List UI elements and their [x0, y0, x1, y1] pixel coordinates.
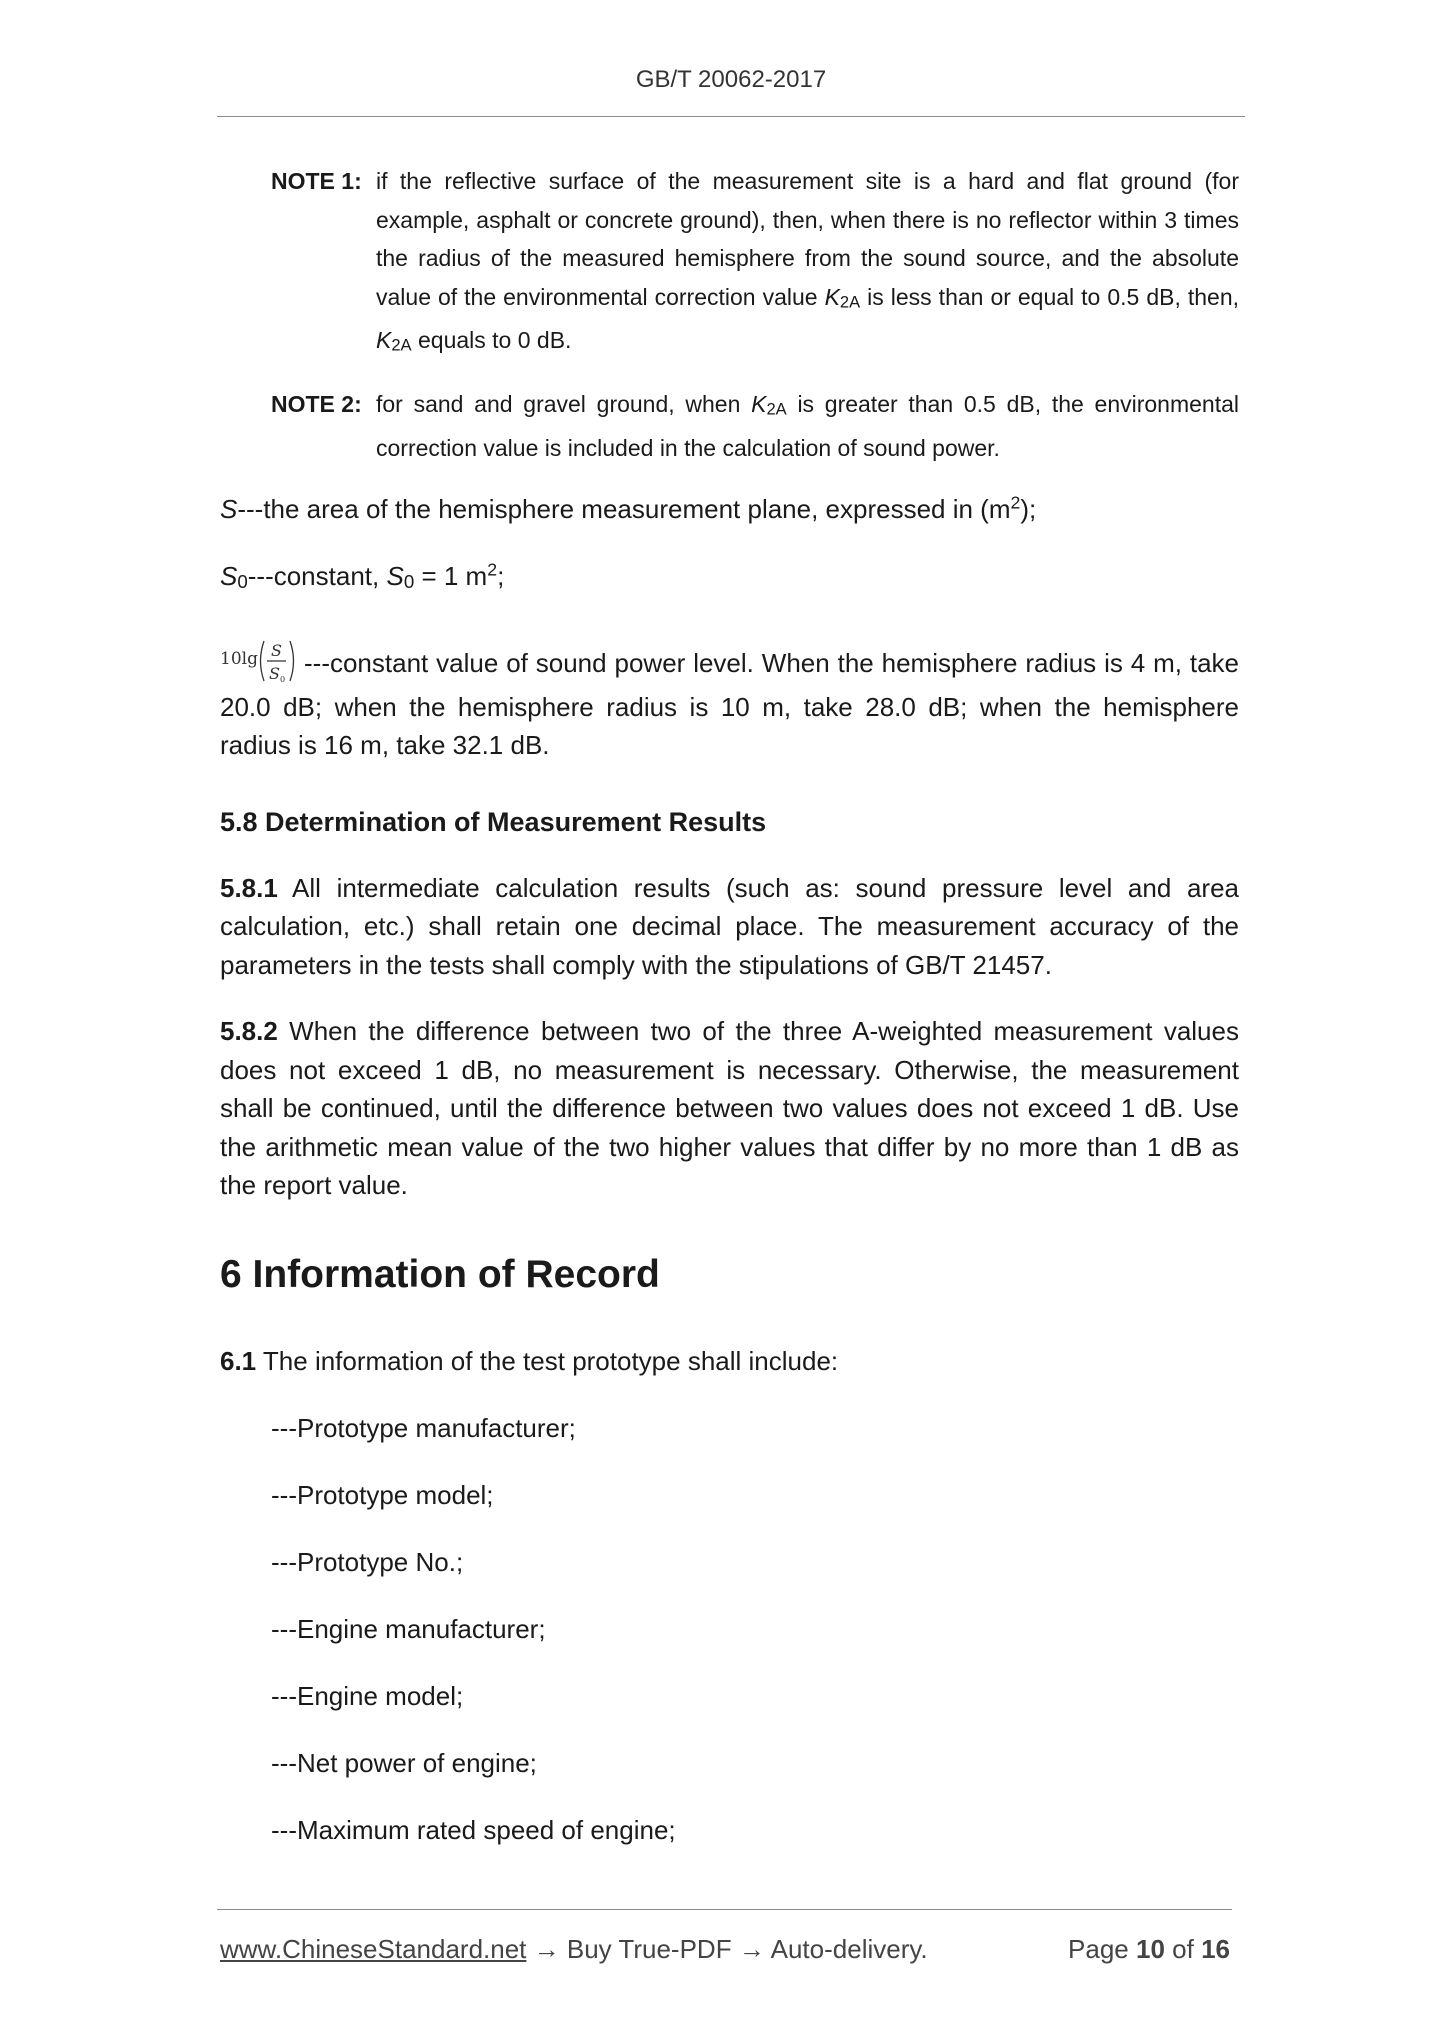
svg-text:S: S: [269, 663, 280, 683]
section-5-8-heading: 5.8 Determination of Measurement Results: [220, 806, 767, 837]
section-6-heading: 6 Information of Record: [220, 1252, 660, 1296]
site-link[interactable]: www.ChineseStandard.net: [220, 1934, 527, 1964]
list-item: ---Net power of engine;: [271, 1748, 537, 1779]
auto-delivery-text: Auto-delivery.: [770, 1934, 928, 1964]
note-1: NOTE 1: if the reflective surface of the measurement site is a hard and flat ground (for example, asphalt or concrete ground), then, when there is no reflector within 3 times the radius of the measured hemisphere from the sound source, and the absolute value of the environmental correction value K2A is less than or equal to 0.5 dB, then, K2A equals to 0 dB.: [271, 162, 1239, 365]
clause-5-8-2: 5.8.2 When the difference between two of the three A-weighted measurement values does not exceed 1 dB, no measurement is necessary. Otherwise, the measurement shall be continued, until the difference between two values does not exceed 1 dB. Use the arithmetic mean value of the two higher values that differ by no more than 1 dB as the report value.: [220, 1016, 1239, 1201]
list-item: ---Prototype No.;: [271, 1547, 464, 1578]
svg-text:S: S: [271, 640, 282, 660]
page-footer: [220, 1934, 1230, 1965]
buy-pdf-text: Buy True-PDF: [566, 1934, 732, 1964]
standard-id: GB/T 20062-2017: [635, 66, 827, 93]
clause-6-1: 6.1 The information of the test prototype shall include:: [220, 1345, 839, 1376]
footer-divider: [217, 1909, 1232, 1910]
list-item: ---Engine manufacturer;: [271, 1614, 546, 1645]
formula-10lg: [220, 634, 302, 688]
clause-5-8-1: 5.8.1 All intermediate calculation results (such as: sound pressure level and area calculation, etc.) shall retain one decimal place. The measurement accuracy of the parameters in the tests shall comply with the stipulations of GB/T 21457.: [220, 872, 1239, 980]
page-number: 10: [1136, 1934, 1165, 1964]
arrow-right-icon: →: [533, 1934, 560, 1964]
page-indicator: Page 10 of 16: [1068, 1934, 1230, 1964]
header-divider: [217, 116, 1245, 117]
definition-s: S---the area of the hemisphere measurement plane, expressed in $(m^2)$;: [220, 492, 1037, 524]
page-body: [220, 162, 1239, 1849]
definition-lg: 10lg S S 0 ---constant value of sound power level. When the hemisphere radius is 4 m, take 20.0 dB; when the hemisphere radius is 10 m, take 28.0 dB; when the hemisphere radius is 16 m, take 32.1 dB.: [220, 634, 1239, 765]
formula-icon: [220, 634, 302, 688]
note-2-label: NOTE 2:: [271, 391, 362, 418]
definition-s0: S0---constant, S0 = 1 $m^2$;: [220, 559, 505, 593]
note-1-label: NOTE 1:: [271, 168, 362, 194]
svg-text:10lg: 10lg: [220, 648, 258, 669]
document-header: [217, 66, 1245, 94]
list-item: ---Prototype model;: [271, 1480, 494, 1511]
list-item: ---Maximum rated speed of engine;: [271, 1815, 676, 1846]
svg-text:0: 0: [280, 674, 286, 684]
prototype-info-list: [220, 1409, 1239, 1849]
note-2: NOTE 2: for sand and gravel ground, when K2A is greater than 0.5 dB, the environmental correction value is included in the calculation of sound power.: [271, 385, 1239, 467]
list-item: ---Prototype manufacturer;: [271, 1413, 576, 1444]
page-total: 16: [1201, 1934, 1230, 1964]
list-item: ---Engine model;: [271, 1681, 464, 1712]
arrow-right-icon: →: [738, 1934, 765, 1964]
